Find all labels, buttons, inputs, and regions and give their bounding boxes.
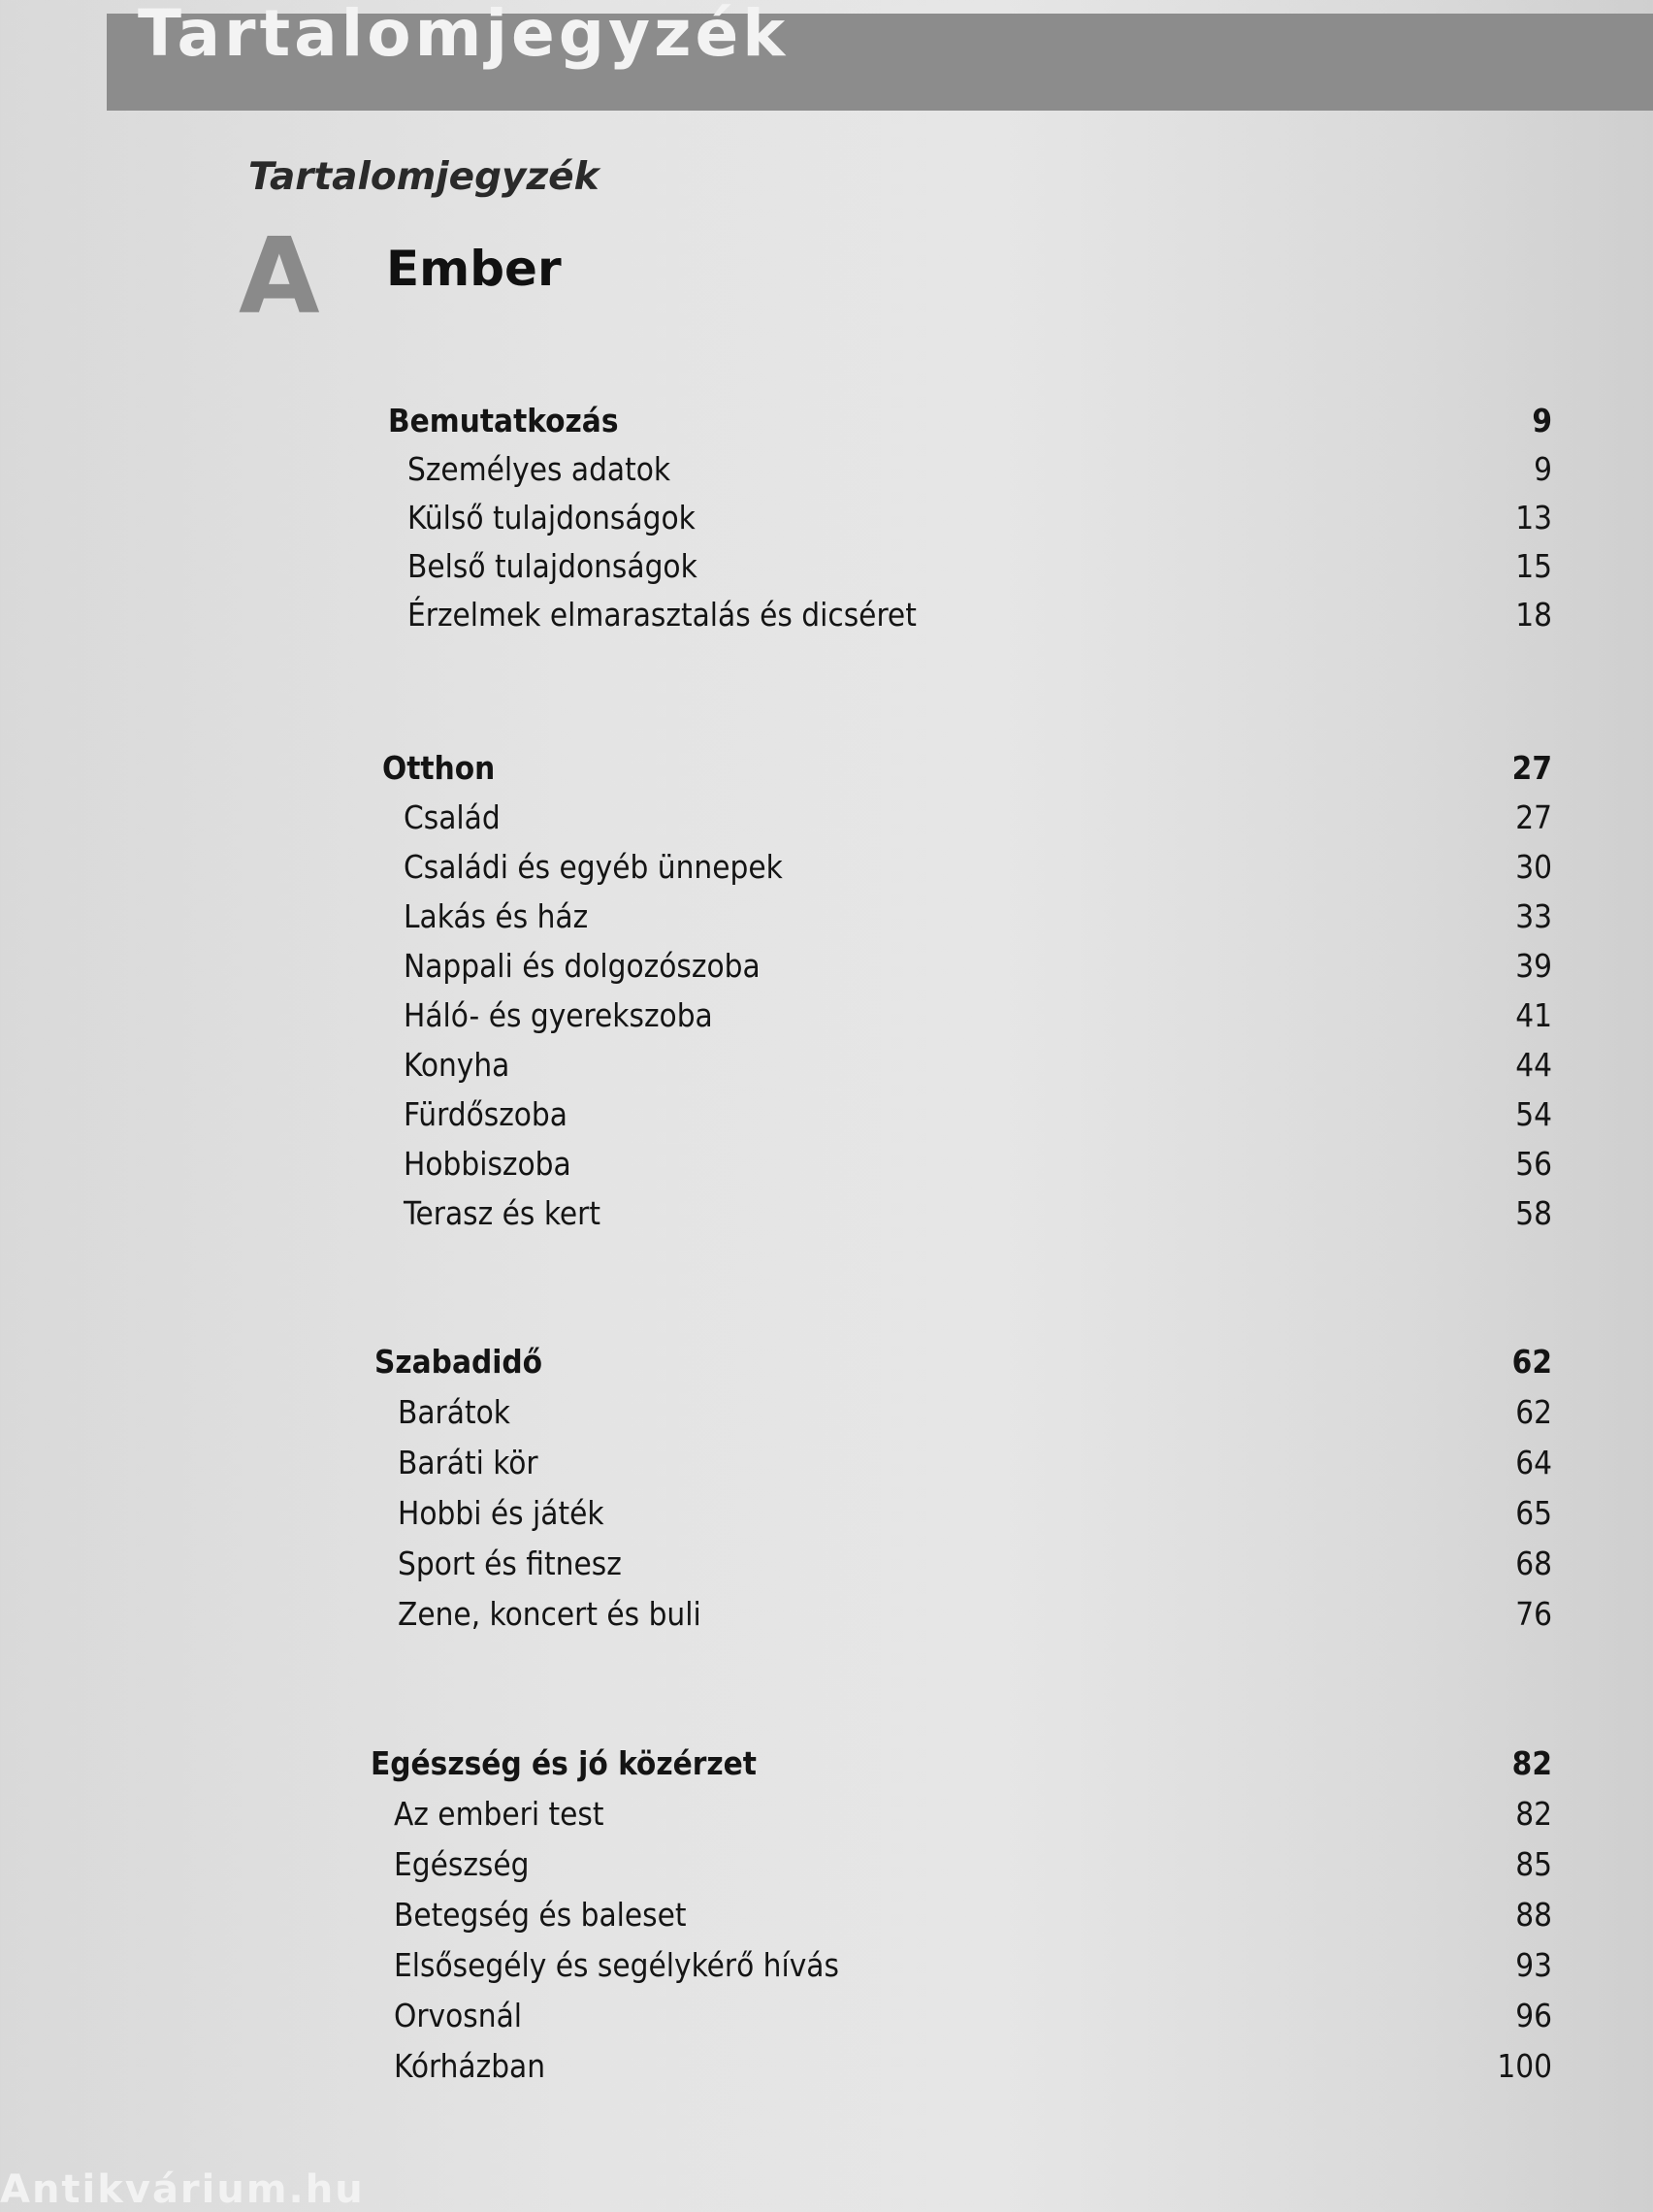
entry-page-number: 68	[1515, 1545, 1552, 1582]
section-page-number: 27	[1511, 749, 1552, 787]
toc-entry[interactable]	[407, 493, 1552, 542]
toc-entry[interactable]	[404, 793, 1552, 842]
section-title: Bemutatkozás	[388, 402, 619, 439]
page-subtitle: Tartalomjegyzék	[248, 155, 600, 199]
entry-page-number: 44	[1515, 1046, 1552, 1084]
entry-label: Külső tulajdonságok	[407, 499, 696, 537]
toc-entry[interactable]	[394, 1890, 1552, 1939]
toc-entry[interactable]	[394, 1839, 1552, 1889]
entry-page-number: 18	[1515, 596, 1552, 634]
toc-section-heading[interactable]	[382, 743, 1552, 793]
entry-page-number: 64	[1515, 1444, 1552, 1481]
entry-page-number: 62	[1515, 1393, 1552, 1431]
section-page-number: 62	[1511, 1343, 1552, 1381]
entry-label: Érzelmek elmarasztalás és dicséret	[407, 596, 917, 634]
toc-entry[interactable]	[398, 1387, 1552, 1437]
entry-label: Hobbiszoba	[404, 1145, 571, 1183]
toc-entry[interactable]	[404, 892, 1552, 941]
entry-label: Család	[404, 798, 501, 836]
banner-title: Tartalomjegyzék	[138, 0, 790, 71]
entry-label: Betegség és baleset	[394, 1896, 687, 1934]
toc-entry[interactable]	[394, 1991, 1552, 2040]
entry-label: Belső tulajdonságok	[407, 547, 697, 585]
entry-label: Családi és egyéb ünnepek	[404, 848, 783, 886]
entry-page-number: 93	[1515, 1946, 1552, 1984]
watermark-text: Antikvárium.hu	[0, 2167, 365, 2212]
entry-page-number: 88	[1515, 1896, 1552, 1934]
toc-entry[interactable]	[398, 1539, 1552, 1588]
toc-entry[interactable]	[407, 590, 1552, 639]
toc-section-heading[interactable]	[374, 1337, 1552, 1386]
toc-entry[interactable]	[398, 1488, 1552, 1538]
entry-page-number: 85	[1515, 1845, 1552, 1883]
entry-page-number: 15	[1515, 547, 1552, 585]
section-title: Szabadidő	[374, 1343, 543, 1381]
section-page-number: 82	[1511, 1744, 1552, 1782]
toc-entry[interactable]	[404, 1188, 1552, 1238]
toc-entry[interactable]	[394, 2041, 1552, 2091]
toc-entry[interactable]	[404, 991, 1552, 1040]
toc-entry[interactable]	[394, 1789, 1552, 1838]
chapter-letter: A	[239, 216, 320, 338]
entry-label: Egészség	[394, 1845, 530, 1883]
entry-label: Lakás és ház	[404, 897, 589, 935]
entry-page-number: 65	[1515, 1494, 1552, 1532]
entry-label: Hobbi és játék	[398, 1494, 604, 1532]
entry-label: Barátok	[398, 1393, 510, 1431]
toc-section-heading[interactable]	[371, 1739, 1552, 1788]
toc-entry[interactable]	[404, 1139, 1552, 1188]
section-title: Egészség és jó közérzet	[371, 1744, 757, 1782]
entry-page-number: 58	[1515, 1194, 1552, 1232]
entry-label: Az emberi test	[394, 1795, 604, 1833]
entry-label: Konyha	[404, 1046, 510, 1084]
entry-page-number: 76	[1515, 1595, 1552, 1633]
toc-section-heading[interactable]	[388, 396, 1552, 445]
entry-label: Személyes adatok	[407, 450, 671, 488]
entry-page-number: 27	[1515, 798, 1552, 836]
toc-entry[interactable]	[404, 842, 1552, 892]
entry-label: Fürdőszoba	[404, 1095, 567, 1133]
entry-label: Háló- és gyerekszoba	[404, 996, 713, 1034]
entry-page-number: 9	[1534, 450, 1552, 488]
entry-label: Nappali és dolgozószoba	[404, 947, 761, 985]
entry-page-number: 54	[1515, 1095, 1552, 1133]
toc-entry[interactable]	[404, 941, 1552, 991]
entry-label: Sport és fitnesz	[398, 1545, 622, 1582]
toc-entry[interactable]	[407, 541, 1552, 591]
toc-entry[interactable]	[404, 1040, 1552, 1090]
entry-page-number: 41	[1515, 996, 1552, 1034]
entry-page-number: 82	[1515, 1795, 1552, 1833]
entry-label: Terasz és kert	[404, 1194, 600, 1232]
entry-label: Elsősegély és segélykérő hívás	[394, 1946, 839, 1984]
entry-page-number: 39	[1515, 947, 1552, 985]
entry-page-number: 100	[1497, 2047, 1552, 2085]
chapter-title: Ember	[386, 241, 562, 297]
entry-page-number: 13	[1515, 499, 1552, 537]
entry-page-number: 96	[1515, 1997, 1552, 2034]
entry-label: Orvosnál	[394, 1997, 523, 2034]
entry-page-number: 56	[1515, 1145, 1552, 1183]
entry-label: Baráti kör	[398, 1444, 538, 1481]
entry-label: Kórházban	[394, 2047, 546, 2085]
toc-entry[interactable]	[398, 1438, 1552, 1487]
toc-entry[interactable]	[394, 1940, 1552, 1990]
entry-label: Zene, koncert és buli	[398, 1595, 701, 1633]
toc-entry[interactable]	[404, 1090, 1552, 1139]
entry-page-number: 33	[1515, 897, 1552, 935]
toc-entry[interactable]	[398, 1589, 1552, 1639]
section-page-number: 9	[1532, 402, 1552, 439]
toc-entry[interactable]	[407, 444, 1552, 494]
entry-page-number: 30	[1515, 848, 1552, 886]
section-title: Otthon	[382, 749, 496, 787]
